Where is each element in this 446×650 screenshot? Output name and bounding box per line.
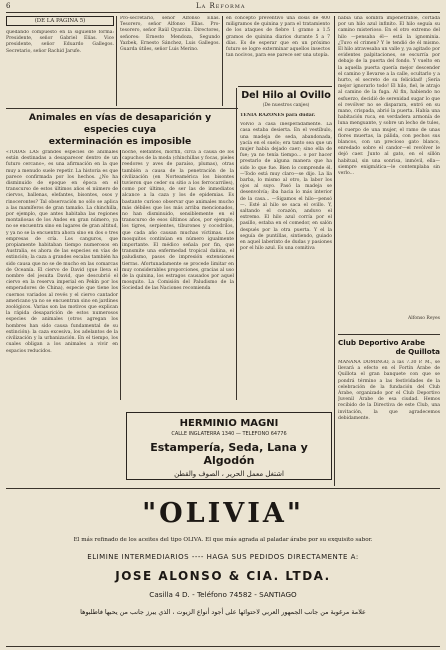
story-del-hilo: [240, 90, 332, 400]
continuation-text-3: en concepto preventivo una dosis de 400 miligramos de quinina y para el tratamiento de los ataques de fiebre 1 gramo a 1.5 gramos de quinina diarios durante 5 a 7 días. Es de esperar que en un próximo futuro se logre exterminar aquellos insectos tan nocivos, para ese parece ser una utopía.: [226, 16, 330, 59]
section-rule: [238, 86, 332, 87]
ad-olivia-company: JOSE ALONSO & CIA. LTDA.: [115, 569, 331, 583]
column-rule: [116, 16, 117, 106]
column-rule: [222, 16, 223, 106]
ad-magni-address: CALLE INGLATERRA 1340 — TELEFONO 64776: [171, 431, 287, 437]
story-subtitle: (De nuestros canjes): [262, 103, 310, 108]
column-rule: [334, 16, 335, 486]
section-rule: [6, 108, 238, 109]
page-header: [6, 2, 440, 12]
ad-magni-arabic: اشتغل معمل الحرير ، الصوف والقطن: [174, 470, 284, 478]
masthead: La Reforma: [196, 2, 246, 10]
article-title-line-2: exterminación es imposible: [48, 136, 192, 147]
ad-herminio-magni: [126, 412, 332, 480]
ad-magni-name: HERMINIO MAGNI: [179, 418, 279, 429]
continuation-text-2: Pro-secretario, señor Alfonso Elías. Tesorero, señor Alfonso Elías. Pro-tesorero, señor Raúl Oyarzún. Directores, señores: Ernesto Mendoza, Segundo Yazbek, Ernesto Sánchez, Luis Gallegos. Guarda útiles, señor Luis Merino.: [120, 16, 220, 53]
article-headline: [6, 112, 234, 146]
story-signature: Alfonso Reyes: [408, 316, 440, 321]
story-lead: TENIA RAZONES para dudar.: [240, 113, 316, 118]
column-rule: [120, 150, 121, 400]
section-rule: [338, 334, 440, 335]
story-continuation-text: había una sombra impenetrable, cortada por un hilo azul infinito. El hilo seguía su camino misterioso. En el otro extremo del hilo —pensaba él— está la ignominia. ¿Tuvo el crimen? Y le tendió de él mismo. El hilo atravesaba un valle y, ya agitado por evidentes palpitaciones, se escurría por debajo de la puerta del fondo. Y vuelto en la aquella puerta quería mejor descender el camino y llevarse a la calle, ocultarlo y a hurto, el secreto de su felicidad! ¡Sería mejor ignorarlo todo! El hilo, fiel, le atrajo al camino de la fuga. Al fin, habiendo no esfuerzo, decidió de serenidad sugar lo que el revólver no se disparara, entró en su mano, crispada, abrió la puerta. Había una habitación ruca, en verdadera armonía de luna menguante, y sobre un lecho de tules, el cuerpo de una mujer, el ramo de unas flores muertas, la pálida, con pechos sus blancos, con un precioso gato blanco, enredado sobre el candor—el revólver le dejó caer. Junto al gato, en el sillón habitual, sin una sonrisa, inmóvil, ella—siempre enigmática—le contemplaba sin verlo...: [338, 16, 440, 177]
article-text-column-2: noche, elefantes, morfín, circa a causa de los capuchos de la moda (chinchillas y focas, pieles reedores y aves de paraíso, plumas), otras también a causa de la penetración de la civilización (en Norteamérica los bisontes tuvieron que ceder su sitio a los ferrocarriles), como por último, de ser las de inmediatos alcance a la caza y los de epidemias. Es bastante curioso observar que animales mucho más débiles que los más arriba mencionados, no han disminuido, sensiblemente en el transcurso de esos últimos años, por ejemplo, los tigres, serpientes, tiburones y cocodrilos, que cada año causan muchas víctimas. Los mosquitos continúan en número igualmente importante. El médico señala por fin, que transmite una enfermedad tropical dañina, el paludismo, pasos de impresión extensiones tierras. Afortunadamente se procede limitar en muy considerables proporciones, gracias al uso de la quinina, los estragos causados por aquel mosquito. La Comisión del Paludismo de la Sociedad de las Naciones recomienda: [122, 150, 234, 292]
story-title: Del Hilo al Ovillo: [241, 90, 331, 101]
page-number: 6: [6, 2, 11, 10]
continuation-heading: (DE LA PAGINA 5): [6, 16, 114, 26]
ad-olivia-contact: Casilla 4 D. - Teléfono 74582 - SANTIAGO: [149, 590, 297, 599]
club-title-line-1: Club Deportivo Arabe: [338, 338, 425, 347]
ad-olivia-arabic: علامة مرغوبة من جانب الجمهور العربي لاحتوائها على أجود أنواع الزيوت ، الذي يبرز جانب من يحبها فاطلبوها: [80, 608, 366, 616]
story-text: Volvió a casa inesperadamente. La casa estaba desierta. En el vestíbulo, una madeja de seda, abandonada, yacía en el suelo; era tanto sea que un mujer había dejado caer; sino ella de fue; ya no tenía tiempo... o por hacer prestarlo de alguna manera que ha sido lo que fue. Bien lo comprende él. —Todo está muy claro—se dijo. La lía barba, lo mismo al otro, la labor los ojos al suyo. Pasó la madeja se desenvolvía; iba hacia lo más interior de la casa... —Sigamos el hilo—pensó—. Esté al hilo se saca el ovillo. Y, saltando el corazón, anduvo el extremo. El hilo azul corría por el pasillo, estaba en el comedor, en salón después por la otra puerta. Y el la seguía de puntillas, sintiendo, guiado en aquel laberinto de dudas y pasiones por el hilo azul. Es una comitiva: [240, 122, 332, 252]
column-rule: [236, 88, 237, 400]
ad-olivia: [6, 492, 440, 644]
ad-olivia-tagline: El más refinado de los aceites del tipo OLIVA. El que más agrada al paladar árabe por su exquisito sabor.: [73, 537, 373, 543]
continuation-column-1: [6, 16, 114, 106]
header-rule: [6, 12, 440, 13]
story-column-right: [338, 16, 440, 332]
ad-olivia-call: ELIMINE INTERMEDIARIOS ---- HAGA SUS PEDIDOS DIRECTAMENTE A:: [87, 553, 359, 561]
club-text: MAÑANA DOMINGO, a las 7.30 P. M., se llevará a efecto en el Fortín Árabe de Quillota el gran banquete con que se pondrá término a las festividades de la celebración de la fundación del Club Árabe, organizado por el Club Deportivo Juvenil Árabe de esa ciudad. Hemos recibido de la Directiva de este Club, una invitación, la que agradecemos debidamente.: [338, 360, 440, 421]
continuation-text-1: quedando compuesto en la siguiente forma: Presidente, señor Gabriel Elías. Vice presidente, señor Eduardo Gallegos. Secretario, señor Rachid Jarufe.: [6, 30, 114, 54]
footer-rule: [6, 646, 440, 647]
ad-olivia-brand: "OLIVIA": [142, 498, 304, 529]
article-text-column-1: «TODAS LAS grandes especies de animales están destinadas a desaparecer dentro de un futuro cercano», es una afirmación en la que muy a menudo suele repetir. La historia es que parece confirmada por los hechos. ¿No ha disminuido de epoque en época en el transcurso de estos últimos años el número de ciervos, ballenas, elefantes, bisontes, osos y rinocerontes? Tal observación no sólo se aplica a las mamíferos de gran tamaño. La chinchilla, por ejemplo, que antes habitaba las regiones montañosas de los Andes en gran número, ya no se encuentra sino en lugares de gran altitud, y ya no se la encuentra ahora sino en dos o tres empresas de cría. Los canguros, que propiamente habitaban tiempo numerosos en Australia, es ahora de las especies en vías de extinción; la caza a grandes escalas también ha sido causa que no se de mucho en las comarcas de Oceanía. El ciervo de David (que lleva el nombre del jesuita David, que descubrió el ciervo en la reserva imperial en Pekín por los emperadores de China), especie que tiene los cuernos variados al revés y el ciervo cantador americano ya no se encuentran sino en jardines zoológicos. Varias son las motivos que explican la rápida desaparición de estos numerosos especies de animales (otros agregan los hombres han sido causa fundamental de su extinción): la caza excesiva, los adelantos de la civilización y la urbanización. En el tiempo, los cuales obligan a los animales a vivir en espacios reducidos.: [6, 150, 118, 354]
ad-magni-products: Estampería, Seda, Lana y Algodón: [150, 441, 308, 467]
club-title-line-2: de Quillota: [395, 347, 440, 356]
club-notice: [338, 338, 440, 488]
section-rule: [6, 488, 440, 489]
article-title-line-1: Animales en vías de desaparición y especies cuya: [28, 112, 212, 135]
